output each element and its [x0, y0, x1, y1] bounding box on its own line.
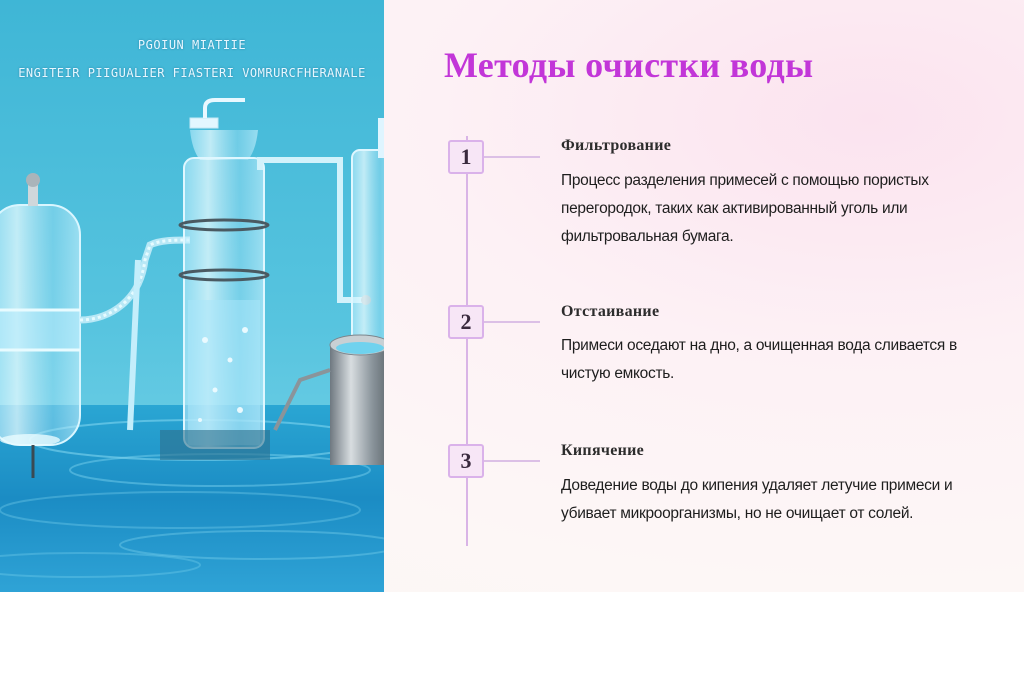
step-number-badge-3: 3 [448, 444, 484, 478]
step-title-filtration: Фильтрование [561, 137, 672, 154]
water-purification-illustration [0, 0, 384, 592]
step-title-settling: Отстаивание [561, 303, 660, 320]
illustration-caption-line1: PGOIUN MIATIIE [137, 38, 247, 52]
slide-title: Методы очистки воды [444, 45, 814, 85]
lab-equipment-illustration [0, 0, 384, 592]
step-description-settling: Примеси оседают на дно, а очищенная вода сливается в чистую емкость. [561, 337, 957, 382]
step-connector-2 [484, 321, 540, 323]
step-number-badge-2: 2 [448, 305, 484, 339]
step-description-boiling: Доведение воды до кипения удаляет летучие примеси и убивает микроорганизмы, но не очищает от солей. [561, 477, 953, 522]
step-connector-3 [484, 460, 540, 462]
illustration-caption-line2: ENGITEIR PIIGUALIER FIASTERI VOMRURCFHERANALE [18, 66, 366, 80]
timeline-line [466, 136, 468, 546]
step-title-boiling: Кипячение [561, 442, 645, 459]
step-number-badge-1: 1 [448, 140, 484, 174]
step-description-filtration: Процесс разделения примесей с помощью пористых перегородок, таких как активированный уголь или фильтровальная бумага. [561, 172, 929, 245]
step-connector-1 [484, 156, 540, 158]
